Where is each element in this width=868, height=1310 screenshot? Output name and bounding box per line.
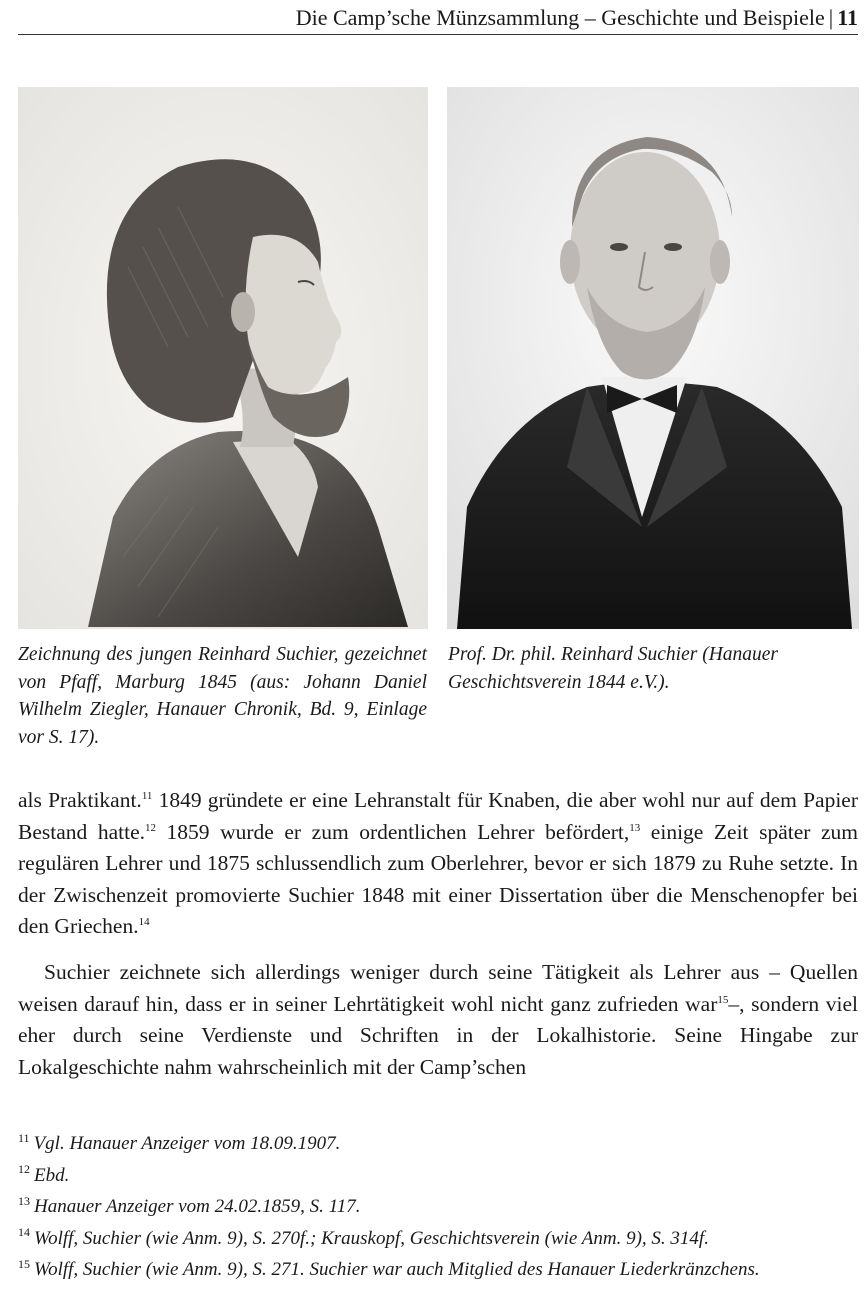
- footnote-text: Wolff, Suchier (wie Anm. 9), S. 270f.; Krauskopf, Geschichtsverein (wie Anm. 9), S. 314f.: [34, 1227, 709, 1249]
- portrait-photo-prof-suchier: [447, 87, 859, 629]
- text-run: einige Zeit später zum regulären Lehrer und 1875 schlussendlich zum Oberlehrer, bevor er sich 1879 zu Ruhe setzte. In der Zwischenzeit promovierte Suchier 1848 mit einer Dissertation über die Menschenopfer bei den Griechen.: [18, 819, 858, 939]
- text-run: Suchier zeichnete sich allerdings weniger durch seine Tätigkeit als Lehrer aus – Quellen weisen darauf hin, dass er in seiner Lehrtätigkeit wohl nicht ganz zufrieden war: [18, 960, 858, 1016]
- footnote: [18, 1128, 858, 1160]
- footnote-text: Ebd.: [34, 1164, 70, 1186]
- footnote: [18, 1191, 858, 1223]
- page-number: 11: [837, 5, 858, 30]
- text-run: 1859 wurde er zum ordentlichen Lehrer befördert,: [155, 819, 630, 844]
- body-paragraph-2: [18, 957, 858, 1083]
- footnote-number: 14: [18, 1225, 30, 1240]
- footnote-number: 12: [18, 1162, 30, 1177]
- text-run: 1849 gründete er eine Lehranstalt für Knaben, die aber wohl nur auf dem Papier Bestand hatte.: [18, 788, 858, 844]
- text-run: als Praktikant.: [18, 788, 142, 812]
- header-separator: |: [828, 5, 834, 30]
- running-title: Die Camp’sche Münzsammlung – Geschichte und Beispiele: [295, 5, 825, 30]
- footnote-ref[interactable]: 13: [629, 821, 641, 834]
- body-paragraph-1: [18, 785, 858, 943]
- figure-caption-right: Prof. Dr. phil. Reinhard Suchier (Hanauer Geschichtsverein 1844 e.V.).: [448, 644, 779, 693]
- footnote-number: 11: [18, 1130, 30, 1145]
- footnote: [18, 1160, 858, 1192]
- footnote-text: Wolff, Suchier (wie Anm. 9), S. 271. Suchier war auch Mitglied des Hanauer Liederkränzchens.: [34, 1259, 760, 1280]
- footnotes: [18, 1128, 858, 1286]
- footnote-text: Hanauer Anzeiger vom 24.02.1859, S. 117.: [34, 1196, 361, 1217]
- text-run: –, sondern viel eher durch seine Verdienste und Schriften in der Lokalhistorie. Seine Hingabe zur Lokalgeschichte nahm wahrscheinlich mit der Camp’schen: [18, 991, 858, 1079]
- portrait-drawing-young-suchier: [18, 87, 428, 629]
- footnote-text: Vgl. Hanauer Anzeiger vom 18.09.1907.: [33, 1133, 341, 1154]
- figure-caption-left: Zeichnung des jungen Reinhard Suchier, gezeichnet von Pfaff, Marburg 1845 (aus: Johann Daniel Wilhelm Ziegler, Hanauer Chronik, Bd. 9, Einlage vor S. 17).: [18, 644, 427, 748]
- footnote: [18, 1254, 858, 1286]
- footnote-ref[interactable]: 14: [138, 916, 150, 929]
- footnote-ref[interactable]: 12: [144, 821, 156, 834]
- footnote: [18, 1223, 858, 1255]
- footnote-number: 15: [18, 1256, 30, 1271]
- footnote-ref[interactable]: 11: [141, 789, 153, 802]
- running-header: [18, 4, 858, 35]
- footnote-number: 13: [18, 1193, 30, 1208]
- footnote-ref[interactable]: 15: [717, 993, 729, 1006]
